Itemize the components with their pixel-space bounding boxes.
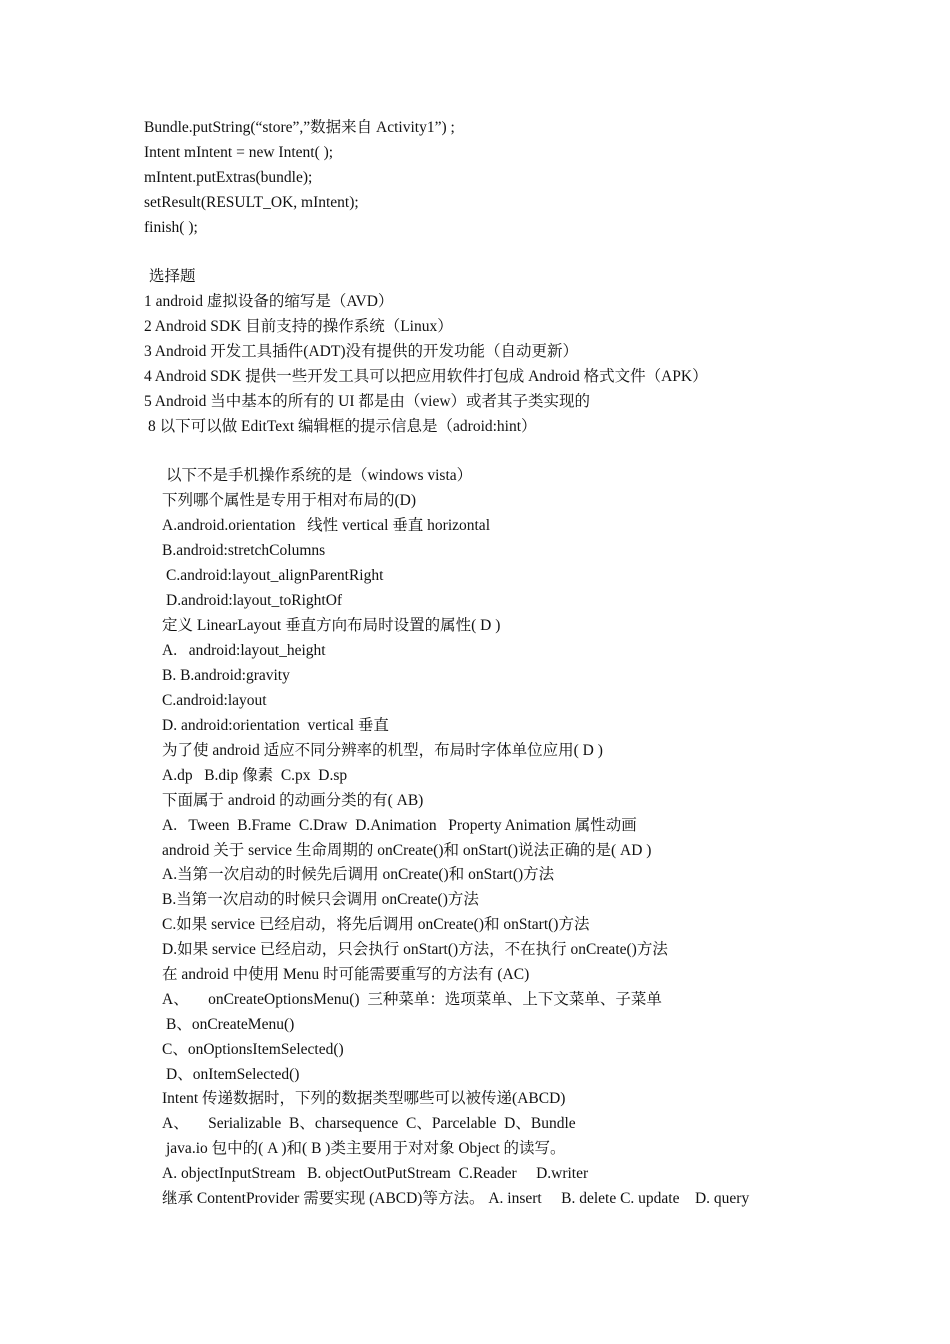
question-line: 继承 ContentProvider 需要实现 (ABCD)等方法。 A. insert B. delete C. update D. query xyxy=(162,1190,750,1207)
option-line: A、 Serializable B、charsequence C、Parcelable D、Bundle xyxy=(162,1115,576,1132)
option-line: C、onOptionsItemSelected() xyxy=(162,1041,344,1058)
option-line: D、onItemSelected() xyxy=(166,1066,300,1083)
option-line: B.android:stretchColumns xyxy=(162,542,326,559)
option-line: D. android:orientation vertical 垂直 xyxy=(162,717,389,734)
option-line: A.dp B.dip 像素 C.px D.sp xyxy=(162,767,348,784)
question-item: 4 Android SDK 提供一些开发工具可以把应用软件打包成 Android 格式文件（APK） xyxy=(144,368,708,385)
option-line: A. Tween B.Frame C.Draw D.Animation Property Animation 属性动画 xyxy=(162,817,637,834)
question-item: 8 以下可以做 EditText 编辑框的提示信息是（adroid:hint） xyxy=(148,418,537,435)
question-item: 2 Android SDK 目前支持的操作系统（Linux） xyxy=(144,318,453,335)
option-line: D.如果 service 已经启动，只会执行 onStart()方法，不在执行 onCreate()方法 xyxy=(162,941,668,958)
question-line: android 关于 service 生命周期的 onCreate()和 onStart()说法正确的是( AD ) xyxy=(162,842,652,859)
option-line: B.当第一次启动的时候只会调用 onCreate()方法 xyxy=(162,891,479,908)
question-line: 为了使 android 适应不同分辨率的机型，布局时字体单位应用( D ) xyxy=(162,742,603,759)
option-line: A.当第一次启动的时候先后调用 onCreate()和 onStart()方法 xyxy=(162,866,555,883)
question-line: 在 android 中使用 Menu 时可能需要重写的方法有 (AC) xyxy=(162,966,530,983)
question-item: 3 Android 开发工具插件(ADT)没有提供的开发功能（自动更新） xyxy=(144,343,578,360)
code-line: finish( ); xyxy=(144,219,198,236)
question-line: 下面属于 android 的动画分类的有( AB) xyxy=(162,792,424,809)
code-line: setResult(RESULT_OK, mIntent); xyxy=(144,194,359,211)
option-line: D.android:layout_toRightOf xyxy=(166,592,343,609)
option-line: C.如果 service 已经启动，将先后调用 onCreate()和 onStart()方法 xyxy=(162,916,590,933)
section-heading: 选择题 xyxy=(149,268,196,285)
question-item: 5 Android 当中基本的所有的 UI 都是由（view）或者其子类实现的 xyxy=(144,393,591,410)
question-line: 下列哪个属性是专用于相对布局的(D) xyxy=(162,492,417,509)
option-line: A. android:layout_height xyxy=(162,642,326,659)
code-line: Bundle.putString(“store”,”数据来自 Activity1”) ; xyxy=(144,119,455,136)
option-line: A. objectInputStream B. objectOutPutStream C.Reader D.writer xyxy=(162,1165,589,1182)
question-line: Intent 传递数据时，下列的数据类型哪些可以被传递(ABCD) xyxy=(162,1090,566,1107)
option-line: A、 onCreateOptionsMenu() 三种菜单：选项菜单、上下文菜单、子菜单 xyxy=(162,991,662,1008)
question-line: 以下不是手机操作系统的是（windows vista） xyxy=(166,467,473,484)
question-line: 定义 LinearLayout 垂直方向布局时设置的属性( D ) xyxy=(162,617,501,634)
option-line: C.android:layout xyxy=(162,692,267,709)
option-line: A.android.orientation 线性 vertical 垂直 horizontal xyxy=(162,517,490,534)
option-line: C.android:layout_alignParentRight xyxy=(166,567,384,584)
code-line: Intent mIntent = new Intent( ); xyxy=(144,144,334,161)
code-line: mIntent.putExtras(bundle); xyxy=(144,169,313,186)
question-item: 1 android 虚拟设备的缩写是（AVD） xyxy=(144,293,394,310)
option-line: B. B.android:gravity xyxy=(162,667,290,684)
question-line: java.io 包中的( A )和( B )类主要用于对对象 Object 的读写。 xyxy=(166,1140,566,1157)
option-line: B、onCreateMenu() xyxy=(166,1016,295,1033)
